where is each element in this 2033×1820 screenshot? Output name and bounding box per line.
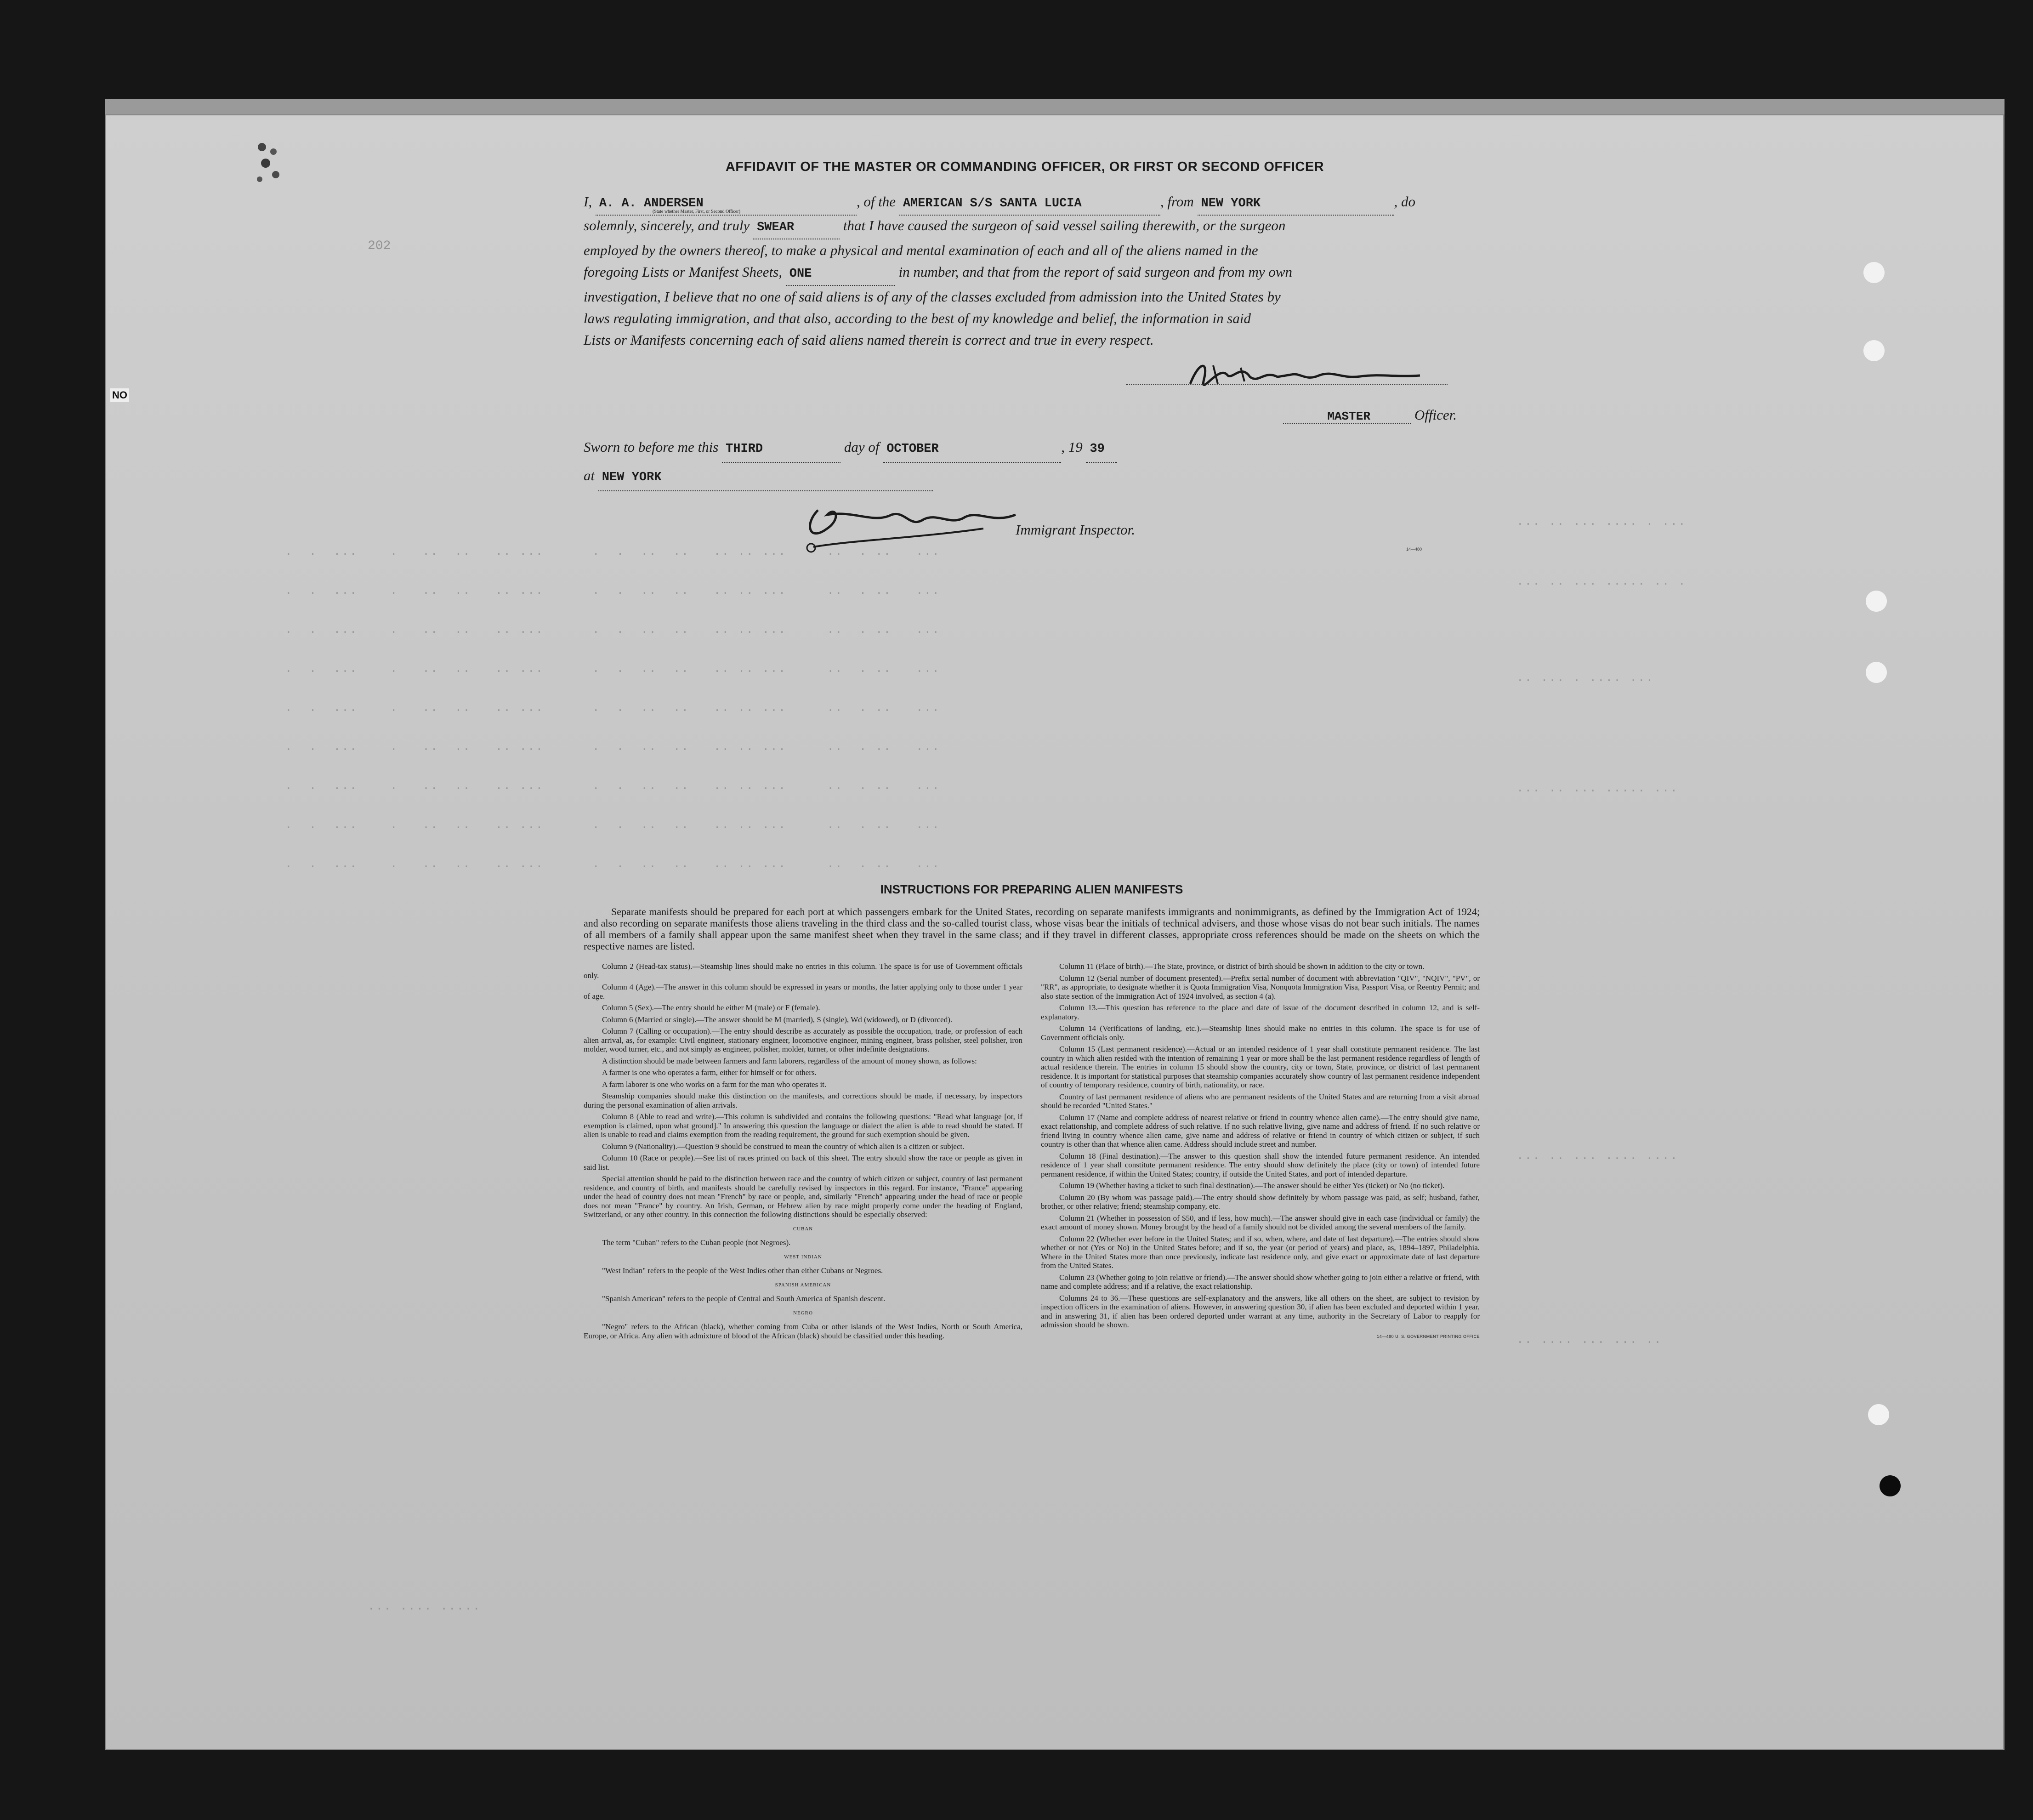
ghost-text: .. ... . .... ...: [1516, 671, 1654, 685]
ghost-text: . . ... . .. .. .. ... . . .. .. .. .. ... .. . .. ...: [285, 545, 940, 558]
sworn-text: Sworn to before me this: [584, 439, 719, 455]
west-indian-heading: WEST INDIAN: [784, 1254, 822, 1260]
instruction-paragraph: Column 20 (By whom was passage paid).—The entry should show definitely by whom passage was paid, as self; husband, father, brother, or other relative; friend; steamship company, etc.: [1041, 1193, 1480, 1211]
instruction-paragraph: Column 12 (Serial number of document presented).—Prefix serial number of document with abbreviation "QIV", "NQIV", "PV", or "RR", as appropriate, to designate whether it is Quota Immigration Visa, Nonquota Immigration Visa, Passport Visa, or Reentry Permit; and also state section of the Immigration Act of 1924 involved, as section 4 (a).: [1041, 973, 1480, 1001]
ghost-text: ... .... .....: [368, 1599, 481, 1613]
affidavit-line-4: [584, 261, 1466, 286]
sworn-place-field: NEW YORK: [598, 465, 933, 491]
instruction-paragraph: Column 8 (Able to read and write).—This column is subdivided and contains the following questions: "Read what language [or, if exemption is claimed, upon what ground]." In answering this question the language or dialect the alien is able to read should be stated. If alien is unable to read and claims exemption from the reading requirement, the ground for such exemption should be given.: [584, 1112, 1022, 1139]
ghost-text: ... .. ... .... ....: [1516, 1149, 1679, 1163]
ghost-text: . . ... . .. .. .. ... . . .. .. .. .. ... .. . .. ...: [285, 623, 940, 637]
affidavit-line-1: [584, 191, 1466, 215]
ghost-text: . . ... . .. .. .. ... . . .. .. .. .. ... .. . .. ...: [285, 779, 940, 793]
instruction-paragraph: Column 23 (Whether going to join relative or friend).—The answer should show whether going to join either a relative or friend, with name and complete address; and if a relative, the exact relationship.: [1041, 1273, 1480, 1291]
rank-note: (State whether Master, First, or Second Officer): [653, 209, 741, 214]
officer-label: Officer.: [1414, 407, 1457, 423]
ghost-text: . . ... . .. .. .. ... . . .. .. .. .. ... .. . .. ...: [285, 740, 940, 754]
punch-hole: [1868, 1404, 1889, 1425]
affidavit-text: , of the: [856, 193, 896, 210]
sworn-year-field: 39: [1086, 436, 1117, 463]
instruction-paragraph: A distinction should be made between farmers and farm laborers, regardless of the amount of money shown, as follows:: [602, 1056, 977, 1065]
instructions-title: INSTRUCTIONS FOR PREPARING ALIEN MANIFESTS: [880, 882, 1183, 896]
affidavit-line-3: employed by the owners thereof, to make a physical and mental examination of each and all of the aliens named in the: [584, 242, 1258, 258]
punch-hole: [1863, 262, 1885, 283]
sworn-line-1: [584, 434, 1342, 463]
negro-heading: NEGRO: [793, 1310, 813, 1316]
affidavit-text: , do: [1394, 193, 1415, 210]
affidavit-title: AFFIDAVIT OF THE MASTER OR COMMANDING OFFICER, OR FIRST OR SECOND OFFICER: [725, 159, 1324, 174]
instruction-paragraph: Special attention should be paid to the distinction between race and the country of which citizen or subject, country of last permanent residence, and country of birth, and manifests should be carefully revised by inspectors in this regard. For instance, "France" appearing under the head of country does not mean "French" by race or people, and, similarly "French" appearing under the head of race or people does not mean "France" by country. An Irish, German, or Hebrew alien by race might properly come under the heading of England, Switzerland, or any other country. In this connection the following distinctions should be especially observed:: [584, 1174, 1022, 1219]
ghost-text: . . ... . .. .. .. ... . . .. .. .. .. ... .. . .. ...: [285, 857, 940, 871]
sworn-section: [584, 434, 1342, 491]
ghost-text: ... .. ... ..... ...: [1516, 781, 1679, 795]
ghost-text: ... .. ... .... . ...: [1516, 515, 1687, 529]
instruction-paragraph: Column 9 (Nationality).—Question 9 should be construed to mean the country of which alien is a citizen or subject.: [602, 1142, 965, 1151]
instruction-paragraph: Column 22 (Whether ever before in the United States; and if so, when, where, and date of last departure).—The entries should show whether or not (Yes or No) in the United States before; and if so, the year (or period of years) and place, as, 1894–1897, Philadelphia. Where in the United States more than once previously, indicate last residence only, and give exact or approximate date of last departure from the United States.: [1041, 1234, 1480, 1270]
officer-rank-line: [1126, 407, 1457, 424]
instruction-paragraph: Column 7 (Calling or occupation).—The entry should describe as accurately as possible the occupation, trade, or profession of each alien arrival, as, for example: Civil engineer, stationary engineer, locomotive engineer, mining engineer, brass polisher, steel polisher, iron molder, wood turner, etc., and not simply as engineer, polisher, molder, turner, or other indefinite designations.: [584, 1027, 1022, 1053]
ghost-text: . . ... . .. .. .. ... . . .. .. .. .. ... .. . .. ...: [285, 701, 940, 715]
affidavit-text: foregoing Lists or Manifest Sheets,: [584, 264, 782, 280]
instruction-paragraph: Column 2 (Head-tax status).—Steamship lines should make no entries in this column. The space is for use of Government officials only.: [584, 962, 1022, 980]
departure-port-field: NEW YORK: [1198, 193, 1394, 216]
negro-definition: "Negro" refers to the African (black), whether coming from Cuba or other islands of the West Indies, North or South America, Europe, or Africa. Any alien with admixture of blood of the African (black) should be classified under this heading.: [584, 1322, 1022, 1340]
officer-name-field: A. A. ANDERSEN: [596, 193, 857, 216]
page-mark: 202: [368, 239, 391, 253]
instruction-paragraph: Column 5 (Sex).—The entry should be either M (male) or F (female).: [602, 1003, 820, 1012]
affidavit-line-5: investigation, I believe that no one of said aliens is of any of the classes excluded from admission into the United States by: [584, 289, 1281, 305]
instruction-paragraph: Country of last permanent residence of aliens who are permanent residents of the United States and are returning from a visit abroad should be recorded "United States.": [1041, 1092, 1480, 1110]
affidavit-line-7: Lists or Manifests concerning each of said aliens named therein is correct and true in every respect.: [584, 332, 1154, 348]
instructions-columns: [584, 962, 1480, 1343]
signature-line: [1126, 384, 1448, 385]
ghost-text: . . ... . .. .. .. ... . . .. .. .. .. ... .. . .. ...: [285, 818, 940, 832]
affidavit-text: , from: [1160, 193, 1194, 210]
instructions-intro: Separate manifests should be prepared for each port at which passengers embark for the United States, recording on separate manifests immigrants and nonimmigrants, as defined by the Immigration Act of 1924; and also recording on separate manifests those aliens traveling in the third class and the so-called tourist class, whose visas bear the initials of technical advisers, and those whose visas do not bear such initials. The names of all members of a family shall appear upon the same manifest sheet when they travel in the same class; and if they travel in different classes, appropriate cross references should be made on the sheets on which the respective names are listed.: [584, 906, 1480, 952]
instruction-paragraph: Steamship companies should make this distinction on the manifests, and corrections should be made, if necessary, by inspectors during the personal examination of alien arrivals.: [584, 1092, 1022, 1109]
sworn-text: day of: [844, 439, 880, 455]
punch-hole: [1880, 1475, 1901, 1496]
form-number: 14—480: [1406, 547, 1422, 552]
ghost-text: . . ... . .. .. .. ... . . .. .. .. .. ... .. . .. ...: [285, 662, 940, 676]
sworn-line-2: [584, 463, 1342, 491]
instruction-paragraph: Column 21 (Whether in possession of $50, and if less, how much).—The answer should give in each case (individual or family) the exact amount of money shown. Money brought by the head of a family should not be divided among the several members of the family.: [1041, 1213, 1480, 1231]
spanish-american-heading: SPANISH AMERICAN: [775, 1282, 831, 1288]
sworn-month-field: OCTOBER: [883, 436, 1061, 463]
instruction-paragraph: Column 11 (Place of birth).—The State, province, or district of birth should be shown in addition to the city or town.: [1059, 962, 1425, 971]
instruction-paragraph: Column 13.—This question has reference to the place and date of issue of the document described in column 12, and is self-explanatory.: [1041, 1003, 1480, 1021]
instruction-paragraph: Columns 24 to 36.—These questions are self-explanatory and the answers, like all others on the sheet, are subject to revision by inspection officers in the examination of aliens. However, in answering question 30, if alien has been excluded and deported within 1 year, and in answering 31, if alien has been ordered deported under warrant at any time, authority in the Secretary of Labor to reapply for admission should be shown.: [1041, 1293, 1480, 1329]
ghost-text: ... .. ... ..... .. .: [1516, 574, 1687, 588]
affidavit-text: I,: [584, 193, 592, 210]
affidavit-text: in number, and that from the report of said surgeon and from my own: [898, 264, 1293, 280]
instruction-paragraph: Column 4 (Age).—The answer in this column should be expressed in years or months, the latter applying only to those under 1 year of age.: [584, 983, 1022, 1001]
cuban-definition: The term "Cuban" refers to the Cuban people (not Negroes).: [602, 1238, 791, 1247]
printing-office-imprint: 14—480 U. S. GOVERNMENT PRINTING OFFICE: [1377, 1334, 1480, 1339]
punch-hole: [1866, 662, 1887, 683]
instructions-right-column: [1041, 962, 1480, 1343]
affidavit-text: that I have caused the surgeon of said vessel sailing therewith, or the surgeon: [843, 217, 1286, 233]
ink-smudge: [248, 138, 290, 188]
master-signature: [1186, 356, 1425, 393]
instruction-paragraph: Column 18 (Final destination).—The answer to this question shall show the intended future permanent residence. An intended residence of 1 year shall constitute permanent residence. The entry should show definitely the place (city or town) of intended future permanent residence, if within the United States; country, if outside the United States, and port of intended departure.: [1041, 1151, 1480, 1178]
punch-hole: [1863, 340, 1885, 361]
instructions-left-column: [584, 962, 1022, 1343]
side-mark: NO: [110, 388, 129, 402]
instruction-paragraph: A farmer is one who operates a farm, either for himself or for others.: [602, 1068, 817, 1077]
sworn-text: at: [584, 467, 595, 483]
spanish-american-definition: "Spanish American" refers to the people of Central and South America of Spanish descent.: [602, 1294, 886, 1303]
oath-field: SWEAR: [753, 217, 840, 239]
sheets-count-field: ONE: [786, 263, 895, 286]
ghost-text: .. .... ... ... ..: [1516, 1333, 1662, 1347]
inspector-label: Immigrant Inspector.: [1016, 522, 1136, 538]
rank-field: MASTER: [1283, 410, 1411, 424]
west-indian-definition: "West Indian" refers to the people of the West Indies other than either Cubans or Negroes.: [602, 1266, 883, 1275]
affidavit-line-2: [584, 215, 1466, 239]
instruction-paragraph: Column 10 (Race or people).—See list of races printed on back of this sheet. The entry should show the race or people as given in said list.: [584, 1154, 1022, 1172]
instruction-paragraph: Column 6 (Married or single).—The answer should be M (married), S (single), Wd (widowed), or D (divorced).: [602, 1015, 953, 1024]
instruction-paragraph: A farm laborer is one who works on a farm for the man who operates it.: [602, 1080, 827, 1089]
instruction-paragraph: Column 14 (Verifications of landing, etc.).—Steamship lines should make no entries in this column. The space is for use of Government officials only.: [1041, 1024, 1480, 1042]
cuban-heading: CUBAN: [793, 1226, 813, 1232]
sworn-day-field: THIRD: [722, 436, 840, 463]
instruction-paragraph: Column 15 (Last permanent residence).—Actual or an intended residence of 1 year shall constitute permanent residence. The last country in which alien resided with the intention of remaining 1 year or more shall be the last permanent residence regardless of length of actual residence therein. The entries in column 15 should show the country, city or town, State, province, or district of last permanent residence. It is important for statistical purposes that steamship companies accurately show country of last permanent residence independent of country of temporary residence, country of birth, nationality, or race.: [1041, 1045, 1480, 1089]
sheet-top-edge: [105, 99, 2005, 114]
sworn-text: , 19: [1061, 439, 1083, 455]
instructions-section: [584, 882, 1480, 1343]
affidavit-text: solemnly, sincerely, and truly: [584, 217, 750, 233]
inspector-signature: [800, 496, 1039, 556]
affidavit-section: [584, 156, 1466, 351]
vessel-field: AMERICAN S/S SANTA LUCIA: [899, 193, 1160, 216]
punch-hole: [1866, 591, 1887, 612]
instruction-paragraph: Column 17 (Name and complete address of nearest relative or friend in country whence alien came).—The entry should give name, exact relationship, and complete address of such relative. If no such relative living, give name and address of friend. If no such relative or friend living in country whence alien came, give name and address of relative or friend in country of which citizen or subject, if such country is other than that whence alien came. Address should include street and number.: [1041, 1113, 1480, 1149]
instruction-paragraph: Column 19 (Whether having a ticket to such final destination).—The answer should be either Yes (ticket) or No (no ticket).: [1059, 1181, 1445, 1190]
ghost-text: . . ... . .. .. .. ... . . .. .. .. .. ... .. . .. ...: [285, 584, 940, 597]
affidavit-line-6: laws regulating immigration, and that also, according to the best of my knowledge and belief, the information in said: [584, 310, 1251, 326]
